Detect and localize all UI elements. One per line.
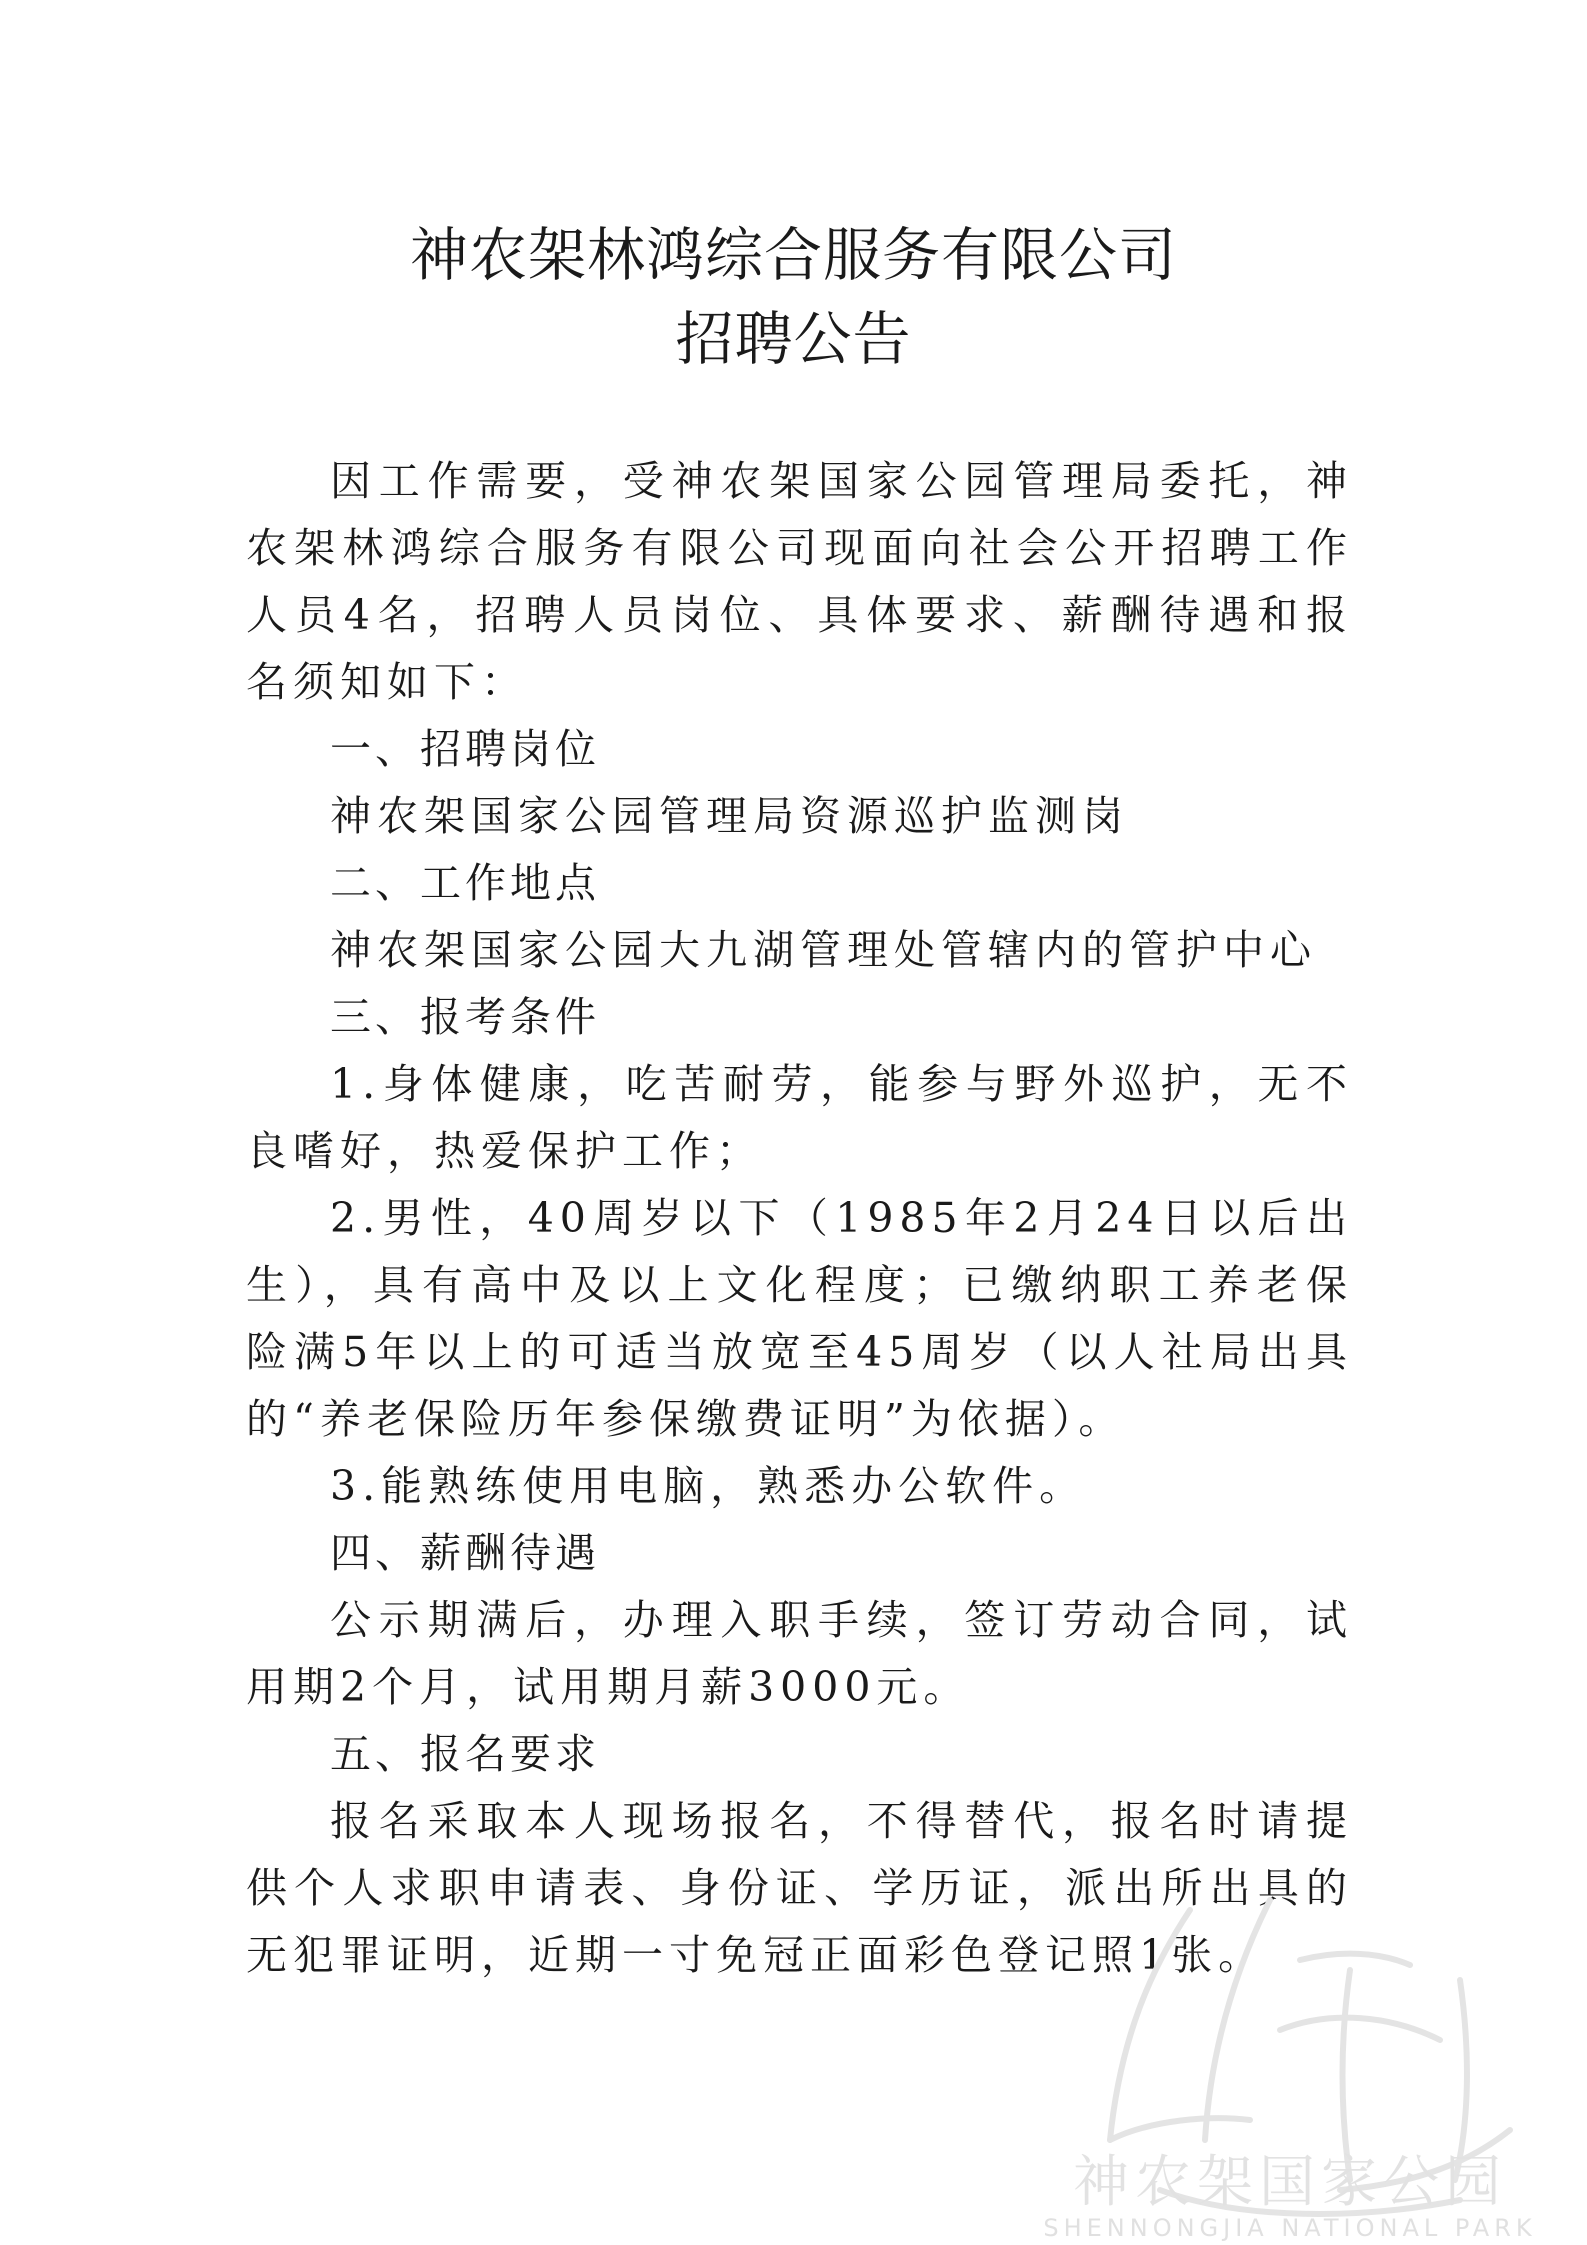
document-body <box>246 448 1353 1989</box>
section-heading-salary: 四、薪酬待遇 <box>330 1529 600 1577</box>
requirement-item-2: 2.男性，40周岁以下（1985年2月24日以后出生），具有高中及以上文化程度；已缴纳职工养老保险满5年以上的可适当放宽至45周岁（以人社局出具的“养老保险历年参保缴费证明”为依据）。 <box>246 1194 1353 1443</box>
section-text-salary: 公示期满后，办理入职手续，签订劳动合同，试用期2个月，试用期月薪3000元。 <box>246 1596 1353 1711</box>
park-name-watermark: 神农架国家公园 <box>1073 2150 1507 2215</box>
park-name-english-watermark: SHENNONGJIA NATIONAL PARK <box>1043 2214 1537 2242</box>
section-heading-positions: 一、招聘岗位 <box>330 725 600 773</box>
document-subtitle: 招聘公告 <box>675 305 912 373</box>
document-title: 神农架林鸿综合服务有限公司 <box>409 221 1177 289</box>
requirement-item-1: 1.身体健康，吃苦耐劳，能参与野外巡护，无不良嗜好，热爱保护工作； <box>246 1060 1353 1175</box>
intro-paragraph: 因工作需要，受神农架国家公园管理局委托，神农架林鸿综合服务有限公司现面向社会公开招聘工作人员4名，招聘人员岗位、具体要求、薪酬待遇和报名须知如下： <box>246 457 1353 706</box>
section-text-registration: 报名采取本人现场报名，不得替代，报名时请提供个人求职申请表、身份证、学历证，派出所出具的无犯罪证明，近期一寸免冠正面彩色登记照1张。 <box>246 1797 1353 1979</box>
section-heading-location: 二、工作地点 <box>330 859 600 907</box>
section-text-positions: 神农架国家公园管理局资源巡护监测岗 <box>330 792 1129 840</box>
section-heading-requirements: 三、报考条件 <box>330 993 600 1041</box>
section-heading-registration: 五、报名要求 <box>330 1730 600 1778</box>
section-text-location: 神农架国家公园大九湖管理处管辖内的管护中心 <box>330 926 1317 974</box>
requirement-item-3: 3.能熟练使用电脑，熟悉办公软件。 <box>330 1462 1087 1510</box>
